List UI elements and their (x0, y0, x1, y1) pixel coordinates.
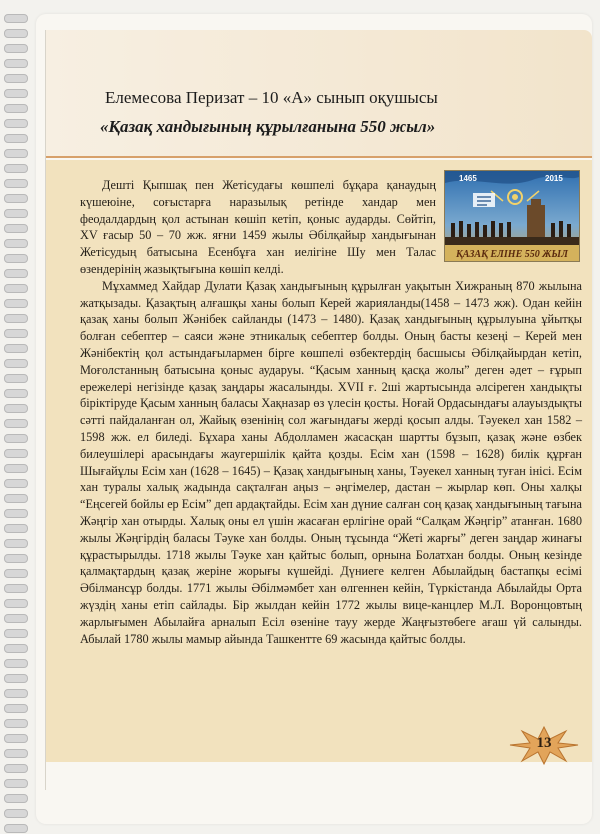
binding-ring (4, 179, 28, 188)
binding-ring (4, 164, 28, 173)
binding-ring (4, 344, 28, 353)
binding-ring (4, 779, 28, 788)
binding-ring (4, 629, 28, 638)
binding-ring (4, 194, 28, 203)
stamp-year-right: 2015 (545, 174, 563, 183)
binding-ring (4, 689, 28, 698)
binding-ring (4, 29, 28, 38)
binding-ring (4, 269, 28, 278)
binding-ring (4, 284, 28, 293)
binding-ring (4, 149, 28, 158)
stamp-caption: ҚАЗАҚ ЕЛІНЕ 550 ЖЫЛ (456, 249, 568, 260)
binding-ring (4, 434, 28, 443)
binding-ring (4, 119, 28, 128)
header-divider (46, 156, 592, 158)
binding-ring (4, 389, 28, 398)
binding-ring (4, 614, 28, 623)
binding-ring (4, 674, 28, 683)
binding-ring (4, 659, 28, 668)
binding-ring (4, 479, 28, 488)
binding-ring (4, 299, 28, 308)
article-title: «Қазақ хандығының құрылғанына 550 жыл» (100, 117, 436, 136)
binding-ring (4, 464, 28, 473)
spiral-binding (0, 0, 34, 834)
binding-ring (4, 764, 28, 773)
binding-ring (4, 509, 28, 518)
binding-ring (4, 524, 28, 533)
paragraph-1: Дешті Қыпшақ пен Жетісудағы көшпелі бұқара қанаудың күшеюіне, соғыстарға наразылық ретінде хандар мен феодалдардың қол астынан көшіп кетіп, қоныс аударды. Сөйтіп, XV ғасыр 50 – 70 жж. яғни 1459 жылы Әбілқайыр хандығынан Жетісудың батысына Есенбұға хан иелігіне Шу мен Талас өзендерінің жазықтығына көшіп келді. (80, 178, 436, 276)
binding-ring (4, 419, 28, 428)
binding-ring (4, 89, 28, 98)
binding-ring (4, 809, 28, 818)
binding-ring (4, 554, 28, 563)
binding-ring (4, 224, 28, 233)
binding-ring (4, 74, 28, 83)
stamp-illustration (445, 171, 579, 261)
paragraph-2: Мұхаммед Хайдар Дулати Қазақ хандығының құрылған уақытын Хижраның 870 жылына жатқызады. Қазақтың алғашқы ханы болып Керей жарияланды(1458 – 1473 жж). Одан кейін қазақ ханы болып Жәнібек сайланды (1473 – 1480). Қазақ хандығының құрылуына ұйытқы болған себептер – саяси және этникалық себептер болды. Оның басты кезеңі – Керей мен Жәнібектің қол астындағылармен бірге көшпелі өзбектердің басшысы Әбілқайырдан кетіп, Моғолстанның батысына қоныс аударуы. “Қасым ханның қасқа жолы” деген әдет – ғұрып ережелері негізінде қазақ заңдары жасалынды. XVII ғ. 2ші жартысында әлсіреген хандықты біріктіруде Қасым ханның баласы Хақназар өз үлесін қосты. Ноғай Ордасындағы алауыздықты сәтті пайдаланған ол, Жайық өзенінің сол жағындағы жерді қосып алды. Тәуекел хан 1582 – 1598 жж. ел биледі. Бұхара ханы Абдолламен жасасқан шартты бұзып, қазақ және өзбек билеушілері арасындағы жаугершілік қайта қозды. Есім хан (1598 – 1628) билік құрған Шығайұлы Есім хан (1628 – 1645) – Қазақ хандығының ханы, Тәуекел ханның туған інісі. Есім хан туралы халық жадында сақталған аңыз – әңгімелер, дастан – жырлар көп. Оны халқы “Еңсегей бойлы ер Есім” деп ардақтайды. Есім хан дүние салған соң қазақ хандығының тағына Жәңгір хан отырды. Халық оны ел үшін жасаған ерлігіне орай “Салқам Жәңгір” атанған. 1680 жылы Жәңгірдің баласы Тәуке хан болды. Оның тұсында “Жеті жарғы” деген заңдар жинағы құрастырылды. 1718 жылы Тәуке хан қайтыс болып, орнына Болатхан болды. Оның кезінде қалмақтардың қазақ жеріне жорығы күшейді. Дүниеге келген Абылайдың бастапқы есімі Әбілмансұр болды. 1771 жылы Әбілмәмбет хан өлгеннен кейін, Түркістанда Абылайды Орта жүздің ханы етіп сайлады. Бір жылдан кейін 1772 жылы вице-канцлер М.Л. Воронцовтың жарлығымен Абылайға арналып Есіл өзеніне тауу жерде Жаңғызтөбеге ағаш үй салынды. Абылай 1780 жылы мамыр айында Ташкентте 69 жасында қайтыс болды. (80, 278, 582, 646)
author-line: Елемесова Перизат – 10 «А» сынып оқушысы (105, 88, 438, 107)
binding-ring (4, 494, 28, 503)
binding-ring (4, 734, 28, 743)
page-number: 13 (536, 735, 552, 751)
binding-ring (4, 374, 28, 383)
binding-ring (4, 44, 28, 53)
binding-ring (4, 584, 28, 593)
binding-ring (4, 449, 28, 458)
binding-ring (4, 104, 28, 113)
binding-ring (4, 239, 28, 248)
binding-ring (4, 314, 28, 323)
binding-ring (4, 824, 28, 833)
binding-ring (4, 134, 28, 143)
binding-ring (4, 644, 28, 653)
stamp-year-left: 1465 (459, 174, 477, 183)
anniversary-stamp-image (444, 170, 580, 262)
binding-ring (4, 59, 28, 68)
binding-ring (4, 254, 28, 263)
binding-ring (4, 209, 28, 218)
binding-ring (4, 704, 28, 713)
binding-ring (4, 749, 28, 758)
binding-ring (4, 539, 28, 548)
binding-ring (4, 329, 28, 338)
binding-ring (4, 719, 28, 728)
binding-ring (4, 359, 28, 368)
binding-ring (4, 404, 28, 413)
binding-ring (4, 794, 28, 803)
binding-ring (4, 599, 28, 608)
binding-ring (4, 569, 28, 578)
binding-ring (4, 14, 28, 23)
